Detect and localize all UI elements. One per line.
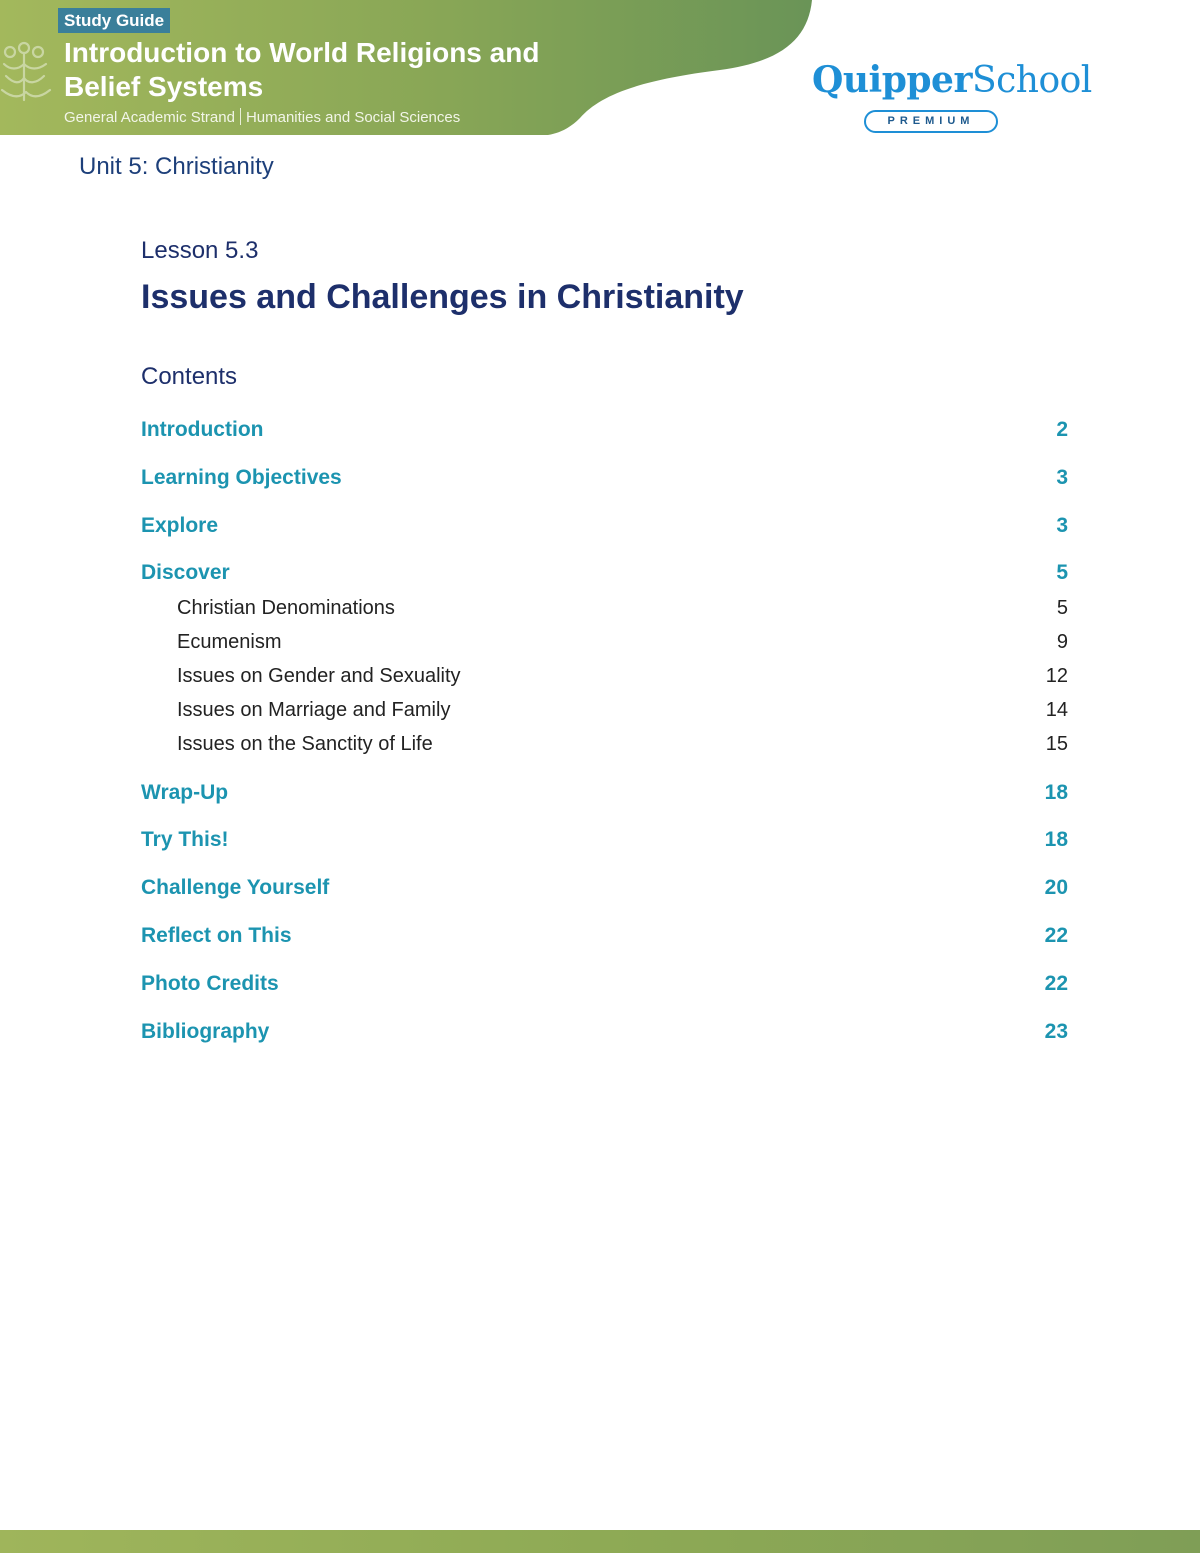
laurel-crest-icon <box>0 40 52 110</box>
toc-label: Explore <box>141 514 219 537</box>
toc-entry-try-this[interactable] <box>141 826 1068 854</box>
toc-entry-wrap-up[interactable] <box>141 779 1068 807</box>
toc-page-number: 18 <box>1044 781 1068 804</box>
footer-bar <box>0 1530 1200 1553</box>
toc-subentry-sanctity-of-life[interactable] <box>141 730 1068 758</box>
toc-page-number: 2 <box>1056 418 1068 441</box>
strand-divider <box>240 108 241 125</box>
toc-label: Learning Objectives <box>141 466 342 489</box>
toc-label: Issues on the Sanctity of Life <box>177 733 433 755</box>
toc-page-number: 18 <box>1044 828 1068 851</box>
toc-subentry-christian-denominations[interactable] <box>141 594 1068 622</box>
toc-page-number: 5 <box>1056 597 1068 619</box>
strand-label: General Academic Strand <box>64 109 235 126</box>
premium-badge: PREMIUM <box>864 110 998 133</box>
toc-label: Issues on Marriage and Family <box>177 699 451 721</box>
logo-wordmark <box>812 58 1092 103</box>
toc-page-number: 12 <box>1045 665 1068 687</box>
quipper-school-logo <box>812 58 1092 138</box>
toc-entry-challenge-yourself[interactable] <box>141 874 1068 902</box>
toc-label: Try This! <box>141 828 229 851</box>
toc-subentry-gender-sexuality[interactable] <box>141 662 1068 690</box>
toc-page-number: 9 <box>1056 631 1068 653</box>
lesson-title: Issues and Challenges in Christianity <box>141 278 744 316</box>
toc-entry-explore[interactable] <box>141 512 1068 540</box>
toc-page-number: 3 <box>1056 514 1068 537</box>
course-title: Introduction to World Religions and Belief Systems <box>64 37 540 102</box>
toc-label: Wrap-Up <box>141 781 229 804</box>
toc-entry-learning-objectives[interactable] <box>141 464 1068 492</box>
toc-label: Issues on Gender and Sexuality <box>177 665 461 687</box>
contents-heading: Contents <box>141 363 238 390</box>
study-guide-tag: Study Guide <box>58 8 170 33</box>
toc-page-number: 20 <box>1044 876 1068 899</box>
toc-page-number: 22 <box>1044 924 1068 947</box>
toc-page-number: 14 <box>1045 699 1068 721</box>
logo-word-school: School <box>971 60 1092 101</box>
toc-entry-discover[interactable] <box>141 559 1068 587</box>
track-label: Humanities and Social Sciences <box>245 109 461 126</box>
toc-label: Bibliography <box>141 1020 270 1043</box>
logo-word-quipper: Quipper <box>812 59 972 101</box>
toc-label: Reflect on This <box>141 924 292 947</box>
toc-page-number: 5 <box>1056 561 1068 584</box>
toc-page-number: 15 <box>1045 733 1068 755</box>
toc-entry-reflect-on-this[interactable] <box>141 922 1068 950</box>
unit-title: Unit 5: Christianity <box>79 153 274 180</box>
toc-label: Discover <box>141 561 230 584</box>
toc-page-number: 22 <box>1044 972 1068 995</box>
strand-line <box>64 108 460 128</box>
toc-label: Photo Credits <box>141 972 279 995</box>
toc-label: Ecumenism <box>177 631 282 653</box>
toc-page-number: 23 <box>1044 1020 1068 1043</box>
toc-entry-introduction[interactable] <box>141 416 1068 444</box>
toc-label: Challenge Yourself <box>141 876 330 899</box>
toc-subentry-ecumenism[interactable] <box>141 628 1068 656</box>
lesson-number: Lesson 5.3 <box>141 237 259 264</box>
toc-subentry-marriage-family[interactable] <box>141 696 1068 724</box>
toc-label: Introduction <box>141 418 264 441</box>
toc-entry-bibliography[interactable] <box>141 1018 1068 1046</box>
toc-entry-photo-credits[interactable] <box>141 970 1068 998</box>
toc-page-number: 3 <box>1056 466 1068 489</box>
toc-label: Christian Denominations <box>177 597 395 619</box>
